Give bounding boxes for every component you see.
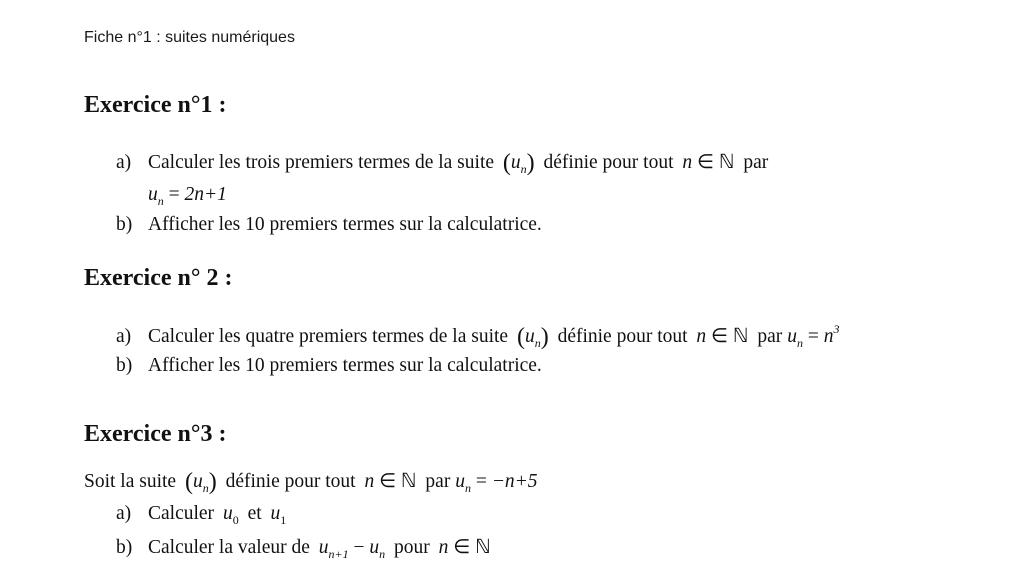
- item-text: Calculer les quatre premiers termes de la suite: [148, 326, 509, 347]
- exercise-2-title: Exercice n° 2 :: [84, 265, 233, 291]
- exercise-1-item-a: [116, 150, 768, 177]
- n-in-naturals: n ∈ ℕ: [364, 471, 417, 492]
- item-label: b): [116, 537, 133, 558]
- item-text-mid: définie pour tout: [557, 326, 688, 347]
- exercise-1-formula: $u_n = 2n+1$: [148, 184, 227, 208]
- intro-text-mid: définie pour tout: [225, 471, 356, 492]
- item-label: a): [116, 503, 132, 524]
- n-in-naturals: n ∈ ℕ: [682, 152, 735, 173]
- item-label: a): [116, 326, 132, 347]
- formula-rhs: 2n+1: [184, 184, 227, 205]
- item-text-et: et: [247, 503, 262, 524]
- formula: $u_n = n^3$: [787, 322, 840, 350]
- exercise-3-intro: [84, 469, 538, 496]
- sequence-symbol: $(u_n)$: [502, 150, 535, 176]
- formula: $u_n = -n+5$: [455, 471, 538, 495]
- sequence-symbol: $(u_n)$: [184, 469, 217, 495]
- exercise-1-title: Exercice n°1 :: [84, 92, 227, 118]
- n-in-naturals: n ∈ ℕ: [696, 326, 749, 347]
- item-text-pour: pour: [393, 537, 430, 558]
- item-text: Afficher les 10 premiers termes sur la calculatrice.: [148, 214, 542, 235]
- item-text: Calculer: [148, 503, 215, 524]
- item-text-par: par: [743, 152, 769, 173]
- intro-text-par: par: [425, 471, 451, 492]
- u1-symbol: $u_1$: [270, 503, 287, 527]
- n-in-naturals: n ∈ ℕ: [438, 537, 491, 558]
- item-text: Calculer la valeur de: [148, 537, 310, 558]
- sequence-symbol: $(u_n)$: [516, 324, 549, 350]
- item-text-mid: définie pour tout: [543, 152, 674, 173]
- item-text-par: par: [757, 326, 783, 347]
- intro-text: Soit la suite: [84, 471, 177, 492]
- formula-rhs: −n+5: [491, 471, 538, 492]
- item-text: Calculer les trois premiers termes de la suite: [148, 152, 495, 173]
- u0-symbol: $u_0$: [222, 503, 239, 527]
- item-label: b): [116, 355, 133, 376]
- item-text: Afficher les 10 premiers termes sur la calculatrice.: [148, 355, 542, 376]
- item-label: a): [116, 152, 132, 173]
- exercise-2-item-a: [116, 322, 839, 351]
- exercise-3-item-b: [116, 535, 495, 562]
- exercise-2-item-b: [116, 355, 542, 377]
- exercise-1-item-b: [116, 214, 542, 236]
- difference-expression: $u_{n+1} - u_n$: [318, 537, 386, 561]
- item-label: b): [116, 214, 133, 235]
- page-header: Fiche n°1 : suites numériques: [84, 29, 295, 46]
- exercise-3-item-a: [116, 503, 290, 528]
- exercise-3-title: Exercice n°3 :: [84, 421, 227, 447]
